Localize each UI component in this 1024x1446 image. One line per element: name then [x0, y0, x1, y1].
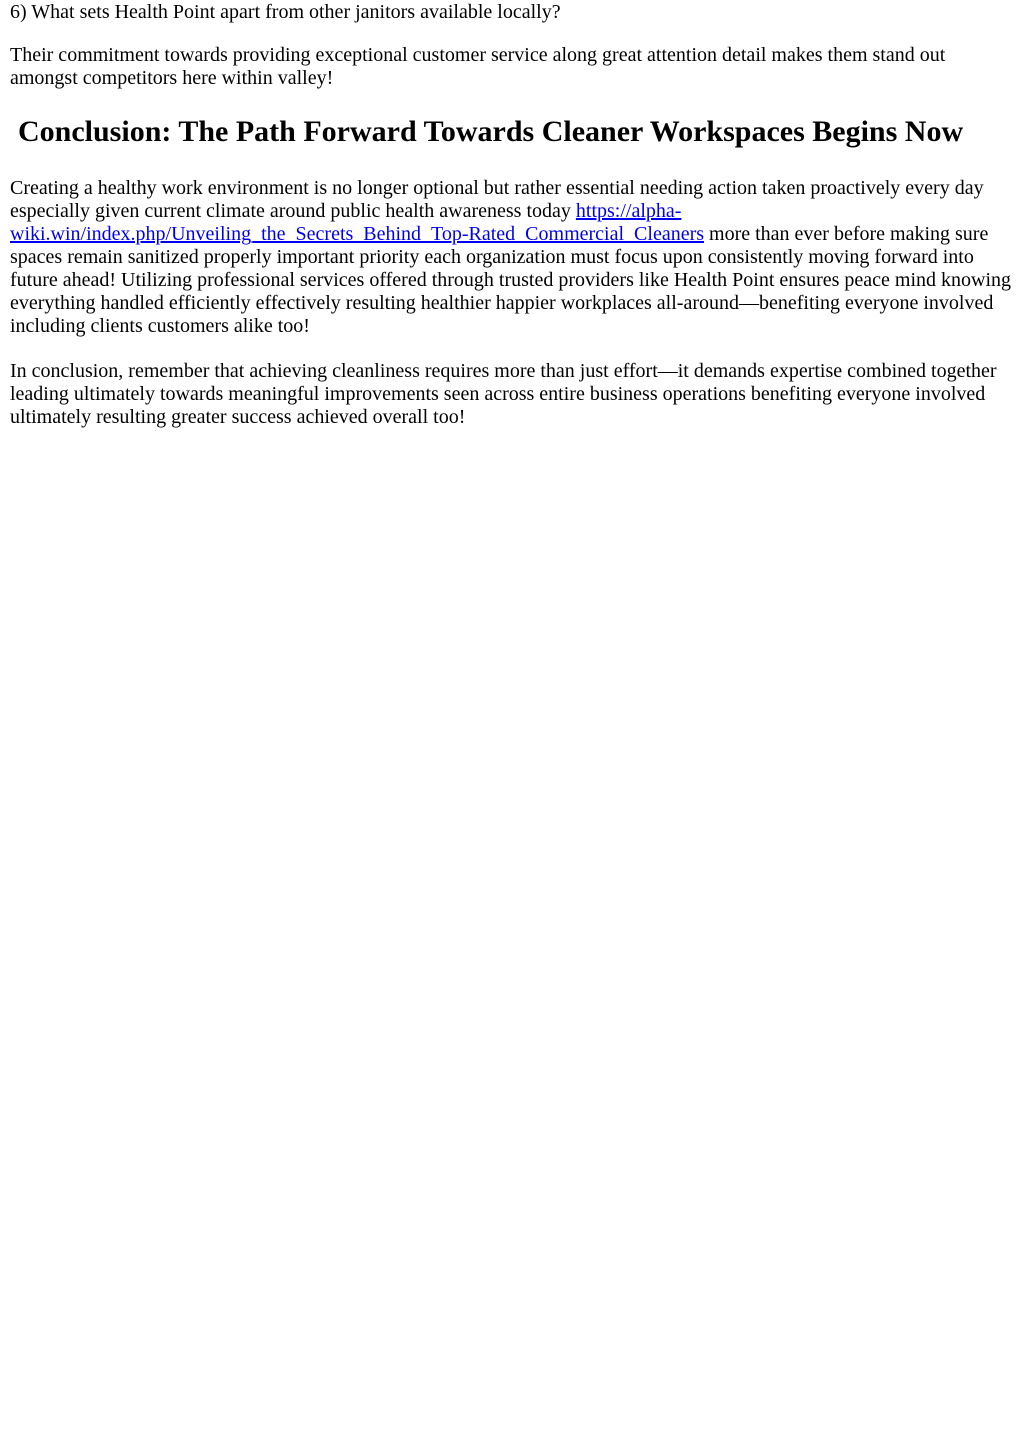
- commercial-cleaners-link[interactable]: https://alpha-wiki.win/index.php/Unveiling_the_Secrets_Behind_Top-Rated_Commercial_Cleaners: [10, 200, 705, 245]
- paragraph-text-before-link: Creating a healthy work environment is no longer optional but rather essential needing action taken proactively every day especially given current climate around public health awareness today: [10, 177, 984, 222]
- faq-answer: Their commitment towards providing exceptional customer service along great attention detail makes them stand out amongst competitors here within valley!: [10, 44, 946, 89]
- conclusion-paragraph-1: [10, 177, 1016, 338]
- conclusion-heading: Conclusion: The Path Forward Towards Cleaner Workspaces Begins Now: [18, 115, 964, 148]
- conclusion-paragraph-2: In conclusion, remember that achieving cleanliness requires more than just effort—it demands expertise combined together leading ultimately towards meaningful improvements seen across entire business operations benefiting everyone involved ultimately resulting greater success achieved overall too!: [10, 360, 997, 428]
- faq-question: 6) What sets Health Point apart from other janitors available locally?: [10, 1, 561, 23]
- paragraph-text-after-link: more than ever before making sure spaces remain sanitized properly important priority each organization must focus upon consistently moving forward into future ahead! Utilizing professional services offered through trusted providers like Health Point ensures peace mind knowing everything handled efficiently effectively resulting healthier happier workplaces all-around—benefiting everyone involved including clients customers alike too!: [10, 223, 1012, 337]
